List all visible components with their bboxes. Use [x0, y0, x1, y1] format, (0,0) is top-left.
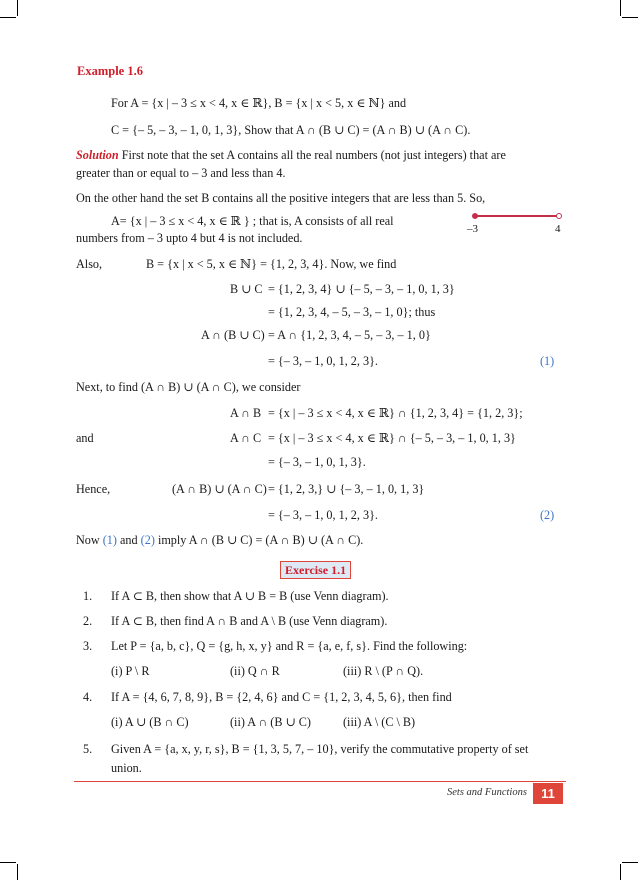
a-intersect-b-union-c-lhs: A ∩ (B ∪ C) — [201, 328, 265, 342]
also-equation: B = {x | x < 5, x ∈ ℕ} = {1, 2, 3, 4}. Now, we find — [146, 257, 397, 271]
exercise-title: Exercise 1.1 — [280, 561, 351, 579]
conclusion-and: and — [116, 533, 141, 547]
footer-section-title: Sets and Functions — [447, 787, 527, 798]
solution-paragraph-1-line-1 — [76, 148, 506, 163]
closed-endpoint — [472, 213, 478, 219]
exercise-item-5-number: 5. — [83, 742, 93, 756]
exercise-item-3-text: Let P = {a, b, c}, Q = {g, h, x, y} and R = {a, e, f, s}. Find the following: — [111, 639, 468, 653]
crop-mark-top-right-h — [622, 17, 638, 18]
exercise-item-2-text: If A ⊂ B, then find A ∩ B and A \ B (use Venn diagram). — [111, 614, 388, 628]
exercise-item-1-text: If A ⊂ B, then show that A ∪ B = B (use Venn diagram). — [111, 589, 389, 603]
hence-rhs-2: = {– 3, – 1, 0, 1, 2, 3}. — [268, 508, 378, 522]
b-union-c-rhs-2: = {1, 2, 3, 4, – 5, – 3, – 1, 0}; thus — [268, 305, 436, 319]
exercise-item-4-number: 4. — [83, 690, 93, 704]
footer-rule — [74, 781, 566, 782]
b-union-c-lhs: B ∪ C — [230, 282, 263, 296]
a-intersect-b-union-c-rhs-2: = {– 3, – 1, 0, 1, 2, 3}. — [268, 354, 378, 368]
solution-paragraph-2: On the other hand the set B contains all the positive integers that are less than 5. So, — [76, 191, 486, 205]
crop-mark-top-right-v — [620, 0, 621, 16]
next-line: Next, to find (A ∩ B) ∪ (A ∩ C), we consider — [76, 380, 301, 394]
and-label: and — [76, 431, 94, 445]
number-line-right-label: 4 — [555, 223, 561, 235]
page-number: 11 — [533, 783, 563, 804]
example-statement-line-2: C = {– 5, – 3, – 1, 0, 1, 3}, Show that A ∩ (B ∪ C) = (A ∩ B) ∪ (A ∩ C). — [111, 123, 471, 137]
ref-equation-2[interactable]: (2) — [140, 533, 155, 547]
a-intersect-b-lhs: A ∩ B — [230, 406, 262, 420]
conclusion-line — [76, 533, 363, 548]
open-endpoint — [556, 213, 562, 219]
hence-lhs: (A ∩ B) ∪ (A ∩ C) — [172, 482, 267, 496]
exercise-item-3-number: 3. — [83, 639, 93, 653]
exercise-item-1-number: 1. — [83, 589, 93, 603]
a-intersect-b-rhs: = {x | – 3 ≤ x < 4, x ∈ ℝ} ∩ {1, 2, 3, 4} = {1, 2, 3}; — [268, 406, 523, 420]
a-intersect-c-lhs: A ∩ C — [230, 431, 262, 445]
crop-mark-bottom-left-h — [0, 862, 16, 863]
crop-mark-top-left-h — [0, 17, 16, 18]
conclusion-statement: imply A ∩ (B ∪ C) = (A ∩ B) ∪ (A ∩ C). — [154, 533, 364, 547]
exercise-item-3-part-iii: (iii) R \ (P ∩ Q). — [343, 664, 424, 678]
equation-number-2: (2) — [540, 508, 555, 522]
a-intersect-c-rhs: = {x | – 3 ≤ x < 4, x ∈ ℝ} ∩ {– 5, – 3, – 1, 0, 1, 3} — [268, 431, 516, 445]
solution-paragraph-3-line-1: A= {x | – 3 ≤ x < 4, x ∈ ℝ } ; that is, A consists of all real — [111, 214, 394, 228]
exercise-item-5-text-2: union. — [111, 761, 142, 775]
hence-label: Hence, — [76, 482, 111, 496]
exercise-item-4-part-iii: (iii) A \ (C \ B) — [343, 715, 416, 729]
solution-paragraph-3-line-2: numbers from – 3 upto 4 but 4 is not included. — [76, 231, 303, 245]
solution-paragraph-1-line-2: greater than or equal to – 3 and less than 4. — [76, 166, 286, 180]
conclusion-prefix: Now — [76, 533, 103, 547]
example-statement-line-1: For A = {x | – 3 ≤ x < 4, x ∈ ℝ}, B = {x | x < 5, x ∈ ℕ} and — [111, 96, 407, 110]
exercise-item-5-text: Given A = {a, x, y, r, s}, B = {1, 3, 5, 7, – 10}, verify the commutative property of set — [111, 742, 529, 756]
exercise-item-3-part-ii: (ii) Q ∩ R — [230, 664, 280, 678]
a-intersect-c-rhs-2: = {– 3, – 1, 0, 1, 3}. — [268, 455, 366, 469]
crop-mark-bottom-left-v — [17, 864, 18, 880]
crop-mark-bottom-right-v — [620, 864, 621, 880]
solution-label: Solution — [76, 148, 119, 162]
number-line-left-label: –3 — [467, 223, 478, 235]
b-union-c-rhs: = {1, 2, 3, 4} ∪ {– 5, – 3, – 1, 0, 1, 3} — [268, 282, 455, 296]
also-label: Also, — [76, 257, 103, 271]
ref-equation-1[interactable]: (1) — [102, 533, 117, 547]
equation-number-1: (1) — [540, 354, 555, 368]
example-title: Example 1.6 — [77, 64, 143, 78]
exercise-item-3-part-i: (i) P \ R — [111, 664, 150, 678]
exercise-item-4-text: If A = {4, 6, 7, 8, 9}, B = {2, 4, 6} and C = {1, 2, 3, 4, 5, 6}, then find — [111, 690, 452, 704]
a-intersect-b-union-c-rhs: = A ∩ {1, 2, 3, 4, – 5, – 3, – 1, 0} — [268, 328, 431, 342]
crop-mark-bottom-right-h — [622, 862, 638, 863]
exercise-item-4-part-i: (i) A ∪ (B ∩ C) — [111, 715, 189, 729]
exercise-item-4-part-ii: (ii) A ∩ (B ∪ C) — [230, 715, 311, 729]
crop-mark-top-left-v — [17, 0, 18, 16]
hence-rhs: = {1, 2, 3,} ∪ {– 3, – 1, 0, 1, 3} — [268, 482, 425, 496]
exercise-item-2-number: 2. — [83, 614, 93, 628]
solution-text: First note that the set A contains all the real numbers (not just integers) that are — [118, 148, 506, 162]
